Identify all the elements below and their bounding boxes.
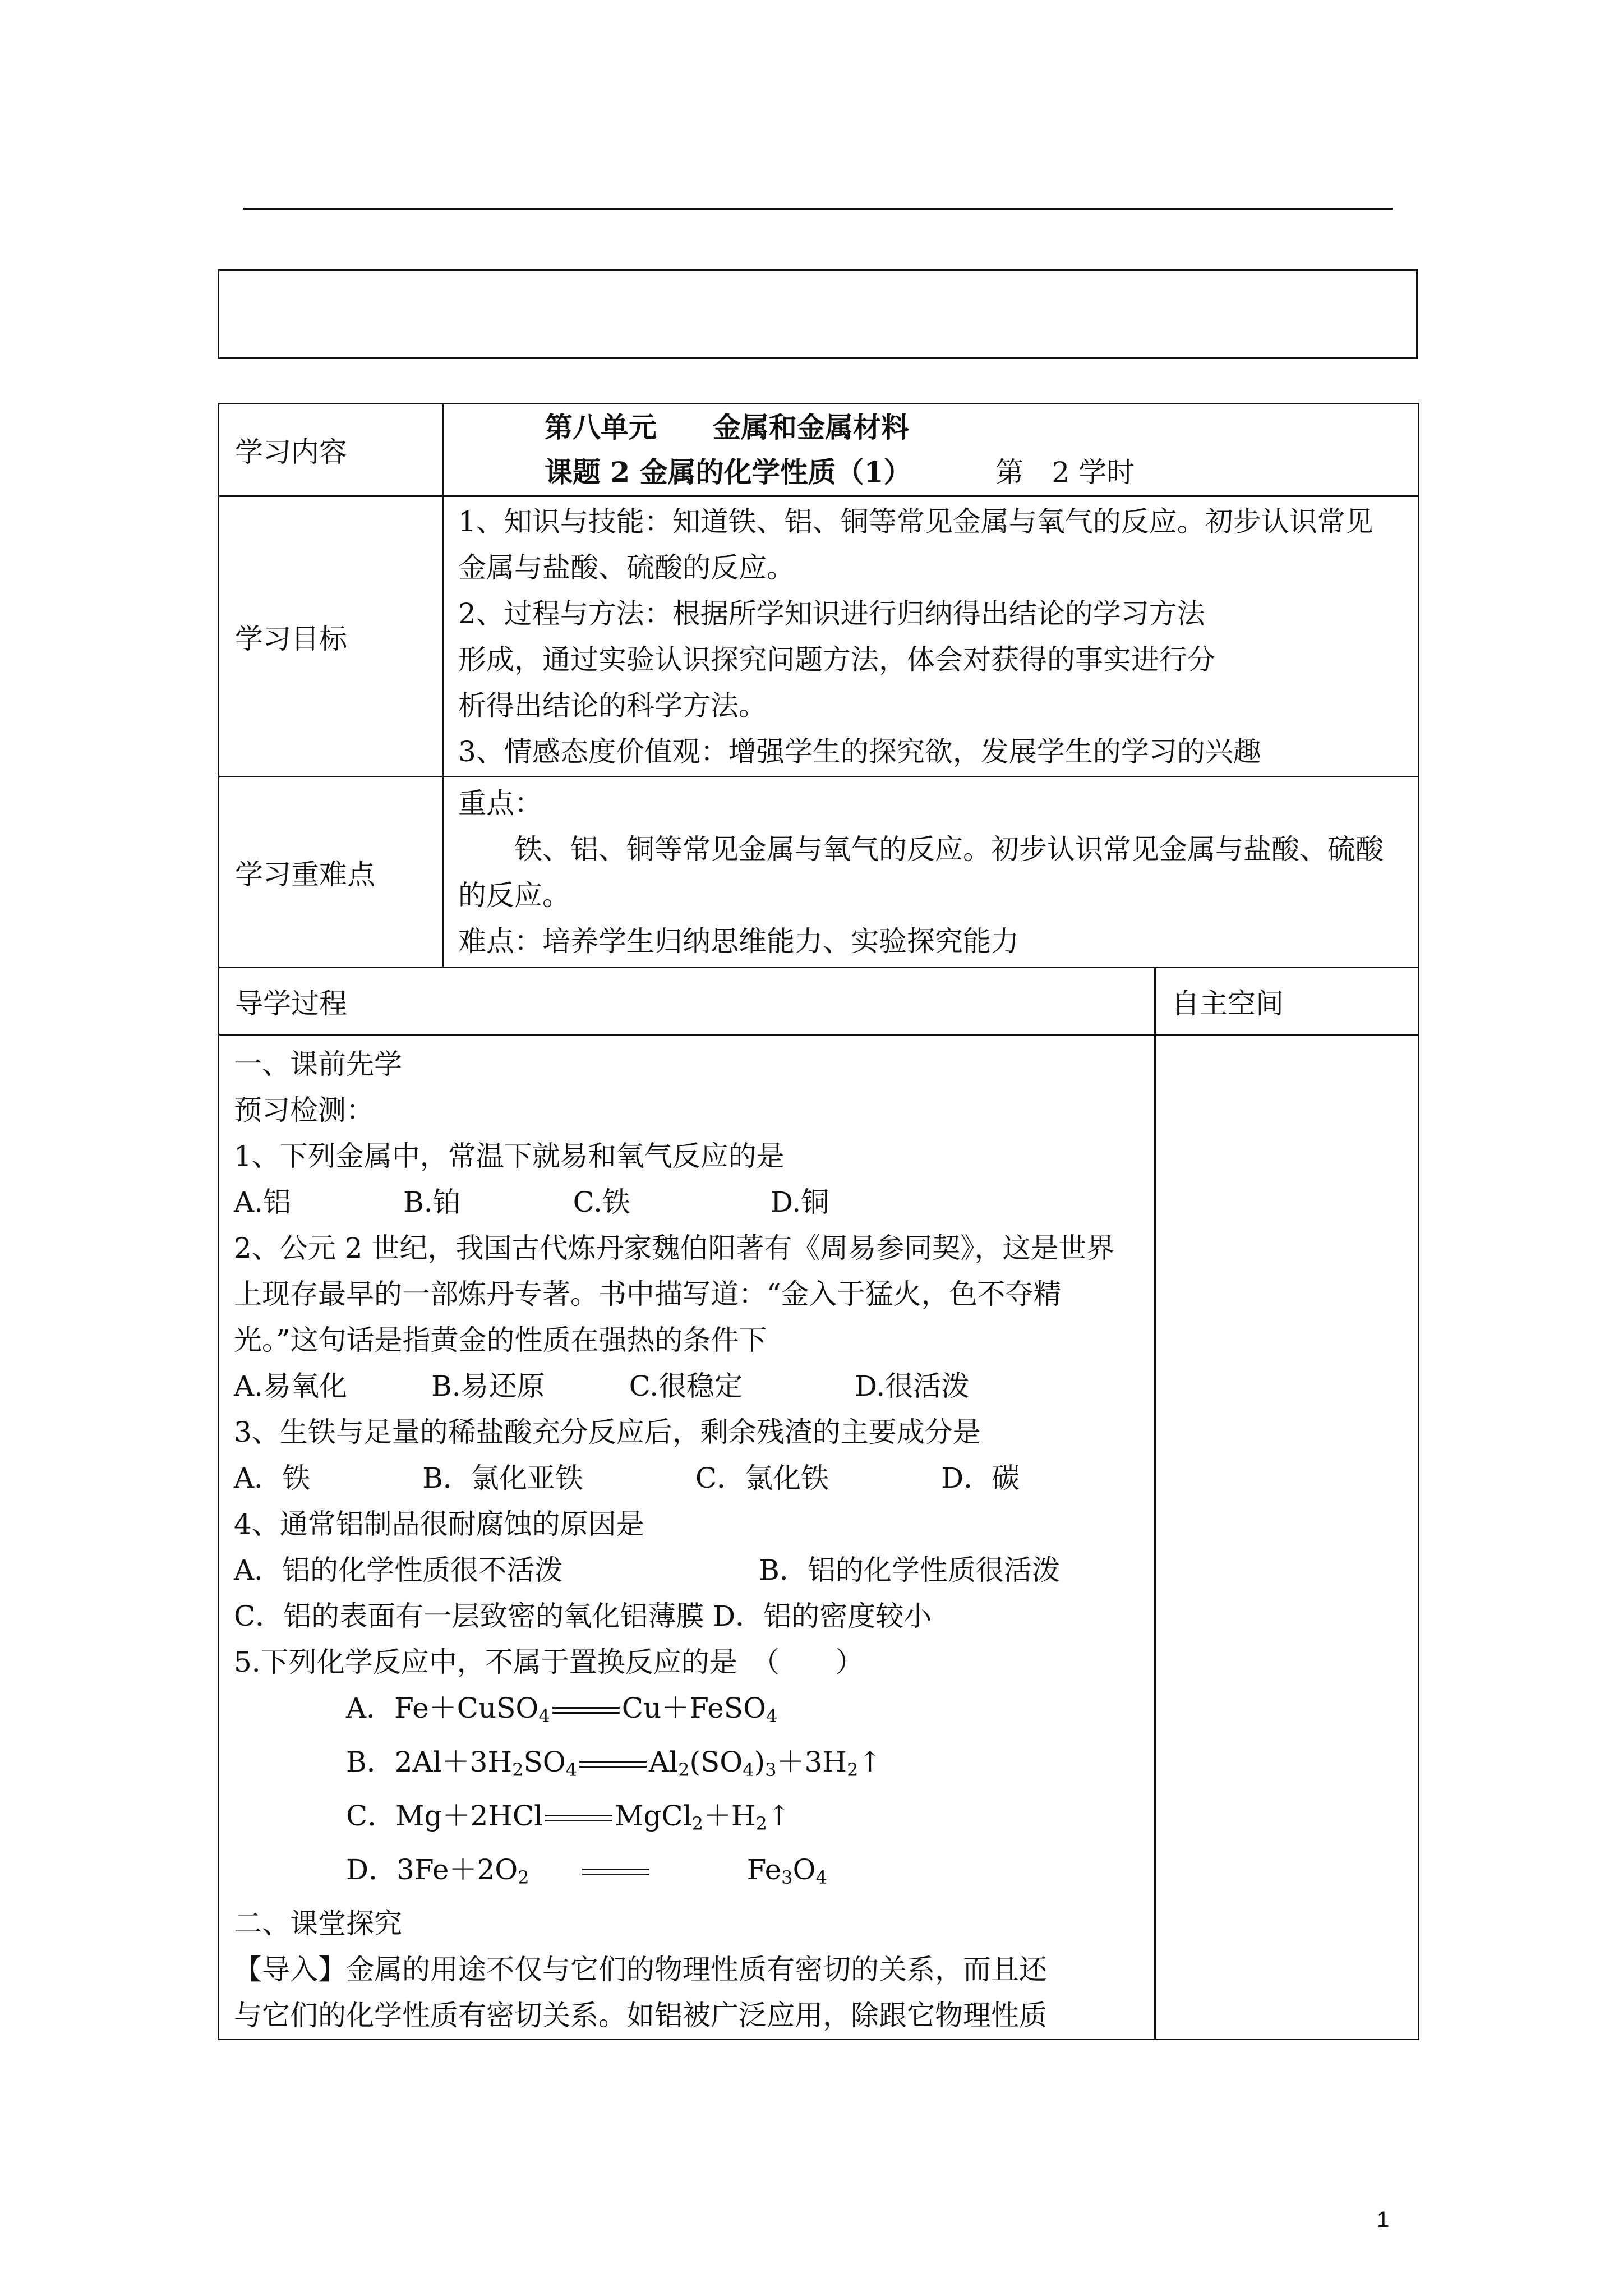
equals-sign bbox=[579, 1761, 647, 1768]
row-content bbox=[219, 404, 1419, 496]
lesson-title bbox=[444, 450, 1418, 495]
label-content: 学习内容 bbox=[219, 404, 443, 496]
key-line: 重点： bbox=[458, 786, 542, 820]
label-goals: 学习目标 bbox=[219, 496, 443, 777]
goal-line: 2、过程与方法：根据所学知识进行归纳得出结论的学习方法 bbox=[458, 597, 1205, 630]
process-line: 1、下列金属中，常温下就易和氧气反应的是 bbox=[234, 1140, 785, 1172]
page-number: 1 bbox=[1377, 2207, 1390, 2232]
equals-sign bbox=[582, 1869, 649, 1875]
equation-c: C．Mg＋2HCl $MgCl_2+H_2↑$ bbox=[346, 1800, 791, 1834]
explore-line: 二、课堂探究 bbox=[234, 1907, 402, 1940]
goals-cell bbox=[443, 496, 1419, 777]
content-cell bbox=[443, 404, 1419, 496]
process-line: 一、课前先学 bbox=[234, 1048, 402, 1080]
process-header: 导学过程 bbox=[219, 968, 1155, 1035]
process-line: 3、生铁与足量的稀盐酸充分反应后，剩余残渣的主要成分是 bbox=[234, 1416, 981, 1448]
goal-line: 金属与盐酸、硫酸的反应。 bbox=[458, 551, 795, 584]
process-cell bbox=[219, 1035, 1155, 2040]
self-space-header: 自主空间 bbox=[1155, 968, 1419, 1035]
process-line: 4、通常铝制品很耐腐蚀的原因是 bbox=[234, 1508, 644, 1540]
equation-a: A．Fe＋CuSO$_4$ Cu＋FeSO$_4$ bbox=[346, 1692, 778, 1727]
process-line: 2、公元 2 世纪，我国古代炼丹家魏伯阳著有《周易参同契》，这是世界 bbox=[234, 1232, 1115, 1264]
row-process bbox=[219, 1035, 1419, 2040]
explore-line: 【导入】金属的用途不仅与它们的物理性质有密切的关系，而且还 bbox=[234, 1953, 1047, 1986]
title-box bbox=[218, 269, 1418, 359]
process-line: 上现存最早的一部炼丹专著。书中描写道：“金入于猛火，色不夺精 bbox=[234, 1278, 1062, 1310]
explore-line: 与它们的化学性质有密切关系。如铝被广泛应用，除跟它物理性质 bbox=[234, 1999, 1047, 2032]
process-line: A．铝的化学性质很不活泼 B．铝的化学性质很活泼 bbox=[234, 1554, 1060, 1586]
self-space-cell bbox=[1155, 1035, 1419, 2040]
equals-sign bbox=[552, 1707, 620, 1714]
goal-line: 1、知识与技能：知道铁、铝、铜等常见金属与氧气的反应。初步认识常见 bbox=[458, 505, 1373, 538]
process-line: A．铁 B．氯化亚铁 C．氯化铁 D．碳 bbox=[234, 1462, 1020, 1494]
row-headers bbox=[219, 968, 1419, 1035]
goal-line: 3、情感态度价值观：增强学生的探究欲，发展学生的学习的兴趣 bbox=[458, 735, 1261, 768]
key-line: 的反应。 bbox=[458, 878, 570, 912]
equation-b: B．$2Al+3H_2SO_4$ $Al_2(SO_4)_3+3H_2↑$ bbox=[346, 1746, 882, 1780]
process-line: 光。”这句话是指黄金的性质在强热的条件下 bbox=[234, 1324, 767, 1356]
goal-line: 形成，通过实验认识探究问题方法，体会对获得的事实进行分 bbox=[458, 643, 1215, 676]
period: 第 2 学时 bbox=[995, 456, 1135, 489]
process-line: 5.下列化学反应中，不属于置换反应的是 （ ） bbox=[234, 1646, 864, 1678]
equals-sign bbox=[545, 1815, 612, 1821]
topic-title: 课题 2 金属的化学性质（1） bbox=[545, 455, 912, 489]
row-key-points bbox=[219, 777, 1419, 968]
key-line: 难点：培养学生归纳思维能力、实验探究能力 bbox=[458, 924, 1019, 958]
goal-line: 析得出结论的科学方法。 bbox=[458, 689, 767, 722]
label-key-points: 学习重难点 bbox=[219, 777, 443, 968]
process-line: C．铝的表面有一层致密的氧化铝薄膜 D．铝的密度较小 bbox=[234, 1600, 932, 1632]
unit-title: 第八单元 金属和金属材料 bbox=[545, 411, 909, 444]
process-line: 预习检测： bbox=[234, 1094, 374, 1126]
key-points-cell bbox=[443, 777, 1419, 968]
lesson-plan-table bbox=[218, 403, 1419, 2040]
equation-d: D．$3Fe+2O_2$ $Fe_3O_4$ bbox=[346, 1853, 827, 1888]
header-rule bbox=[243, 208, 1393, 210]
process-line: A.铝 B.铂 C.铁 D.铜 bbox=[234, 1186, 829, 1218]
key-line: 铁、铝、铜等常见金属与氧气的反应。初步认识常见金属与盐酸、硫酸 bbox=[458, 832, 1384, 866]
row-goals bbox=[219, 496, 1419, 777]
process-line: A.易氧化 B.易还原 C.很稳定 D.很活泼 bbox=[234, 1370, 970, 1402]
